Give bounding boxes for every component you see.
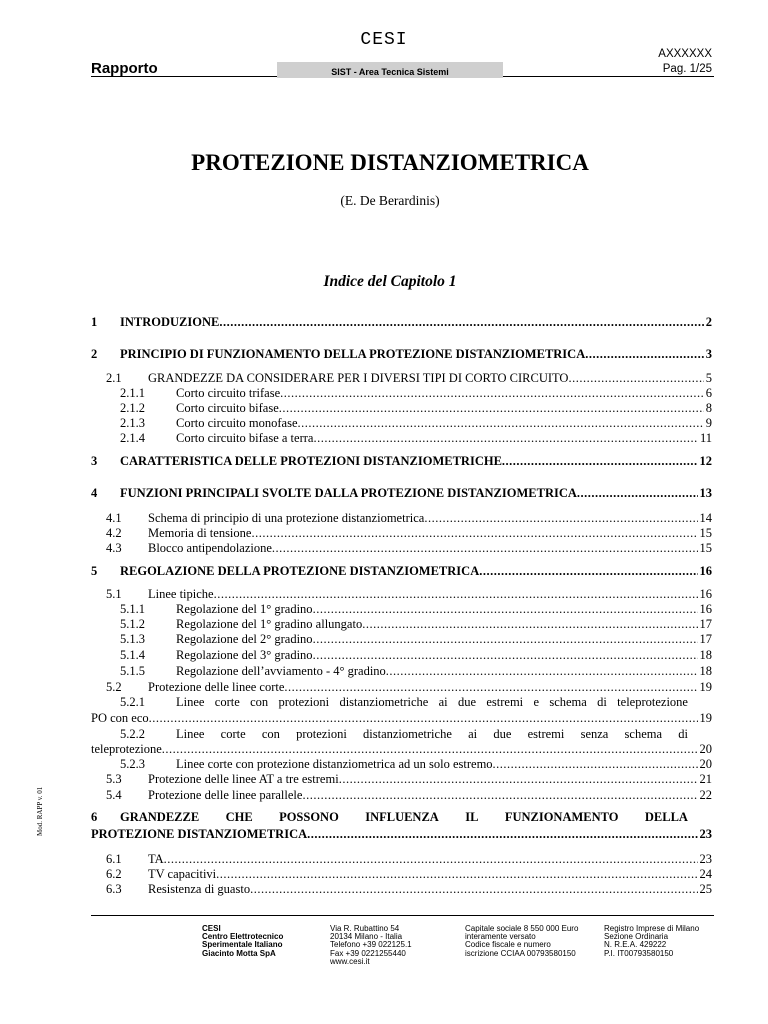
toc-entry-6-1[interactable]: 6.1 TA ..... 23 (106, 852, 712, 867)
toc-entry-6-3[interactable]: 6.3 Resistenza di guasto ..... 25 (106, 882, 712, 897)
toc-entry-5-2-1-line1: Linee corte con protezioni distanziometriche ai due estremi e schema di teleprotezione (176, 695, 688, 709)
form-version-label: Mod. RAPP v. 01 (36, 786, 44, 836)
toc-entry-5-1-1[interactable]: 5.1.1 Regolazione del 1° gradino ..... 16 (120, 602, 712, 617)
toc-entry-6-line1: GRANDEZZE CHE POSSONO INFLUENZA IL FUNZIONAMENTO DELLA (120, 810, 688, 824)
footer-capital: Capitale sociale 8 550 000 Euro interamente versato Codice fiscale e numero iscrizione CCIAA 00793580150 (465, 924, 579, 958)
toc-entry-5-2-2-line1: Linee corte con protezioni distanziometriche ai due estremi senza schema di (176, 727, 688, 741)
toc-entry-4[interactable]: 4 FUNZIONI PRINCIPALI SVOLTE DALLA PROTEZIONE DISTANZIOMETRICA ..... 13 (91, 486, 712, 501)
toc-entry-2-1-4[interactable]: 2.1.4 Corto circuito bifase a terra ..... 11 (120, 431, 712, 446)
toc-entry-5-1-4[interactable]: 5.1.4 Regolazione del 3° gradino ..... 18 (120, 648, 712, 663)
toc-entry-5-1-5[interactable]: 5.1.5 Regolazione dell’avviamento - 4° gradino ..... 18 (120, 664, 712, 679)
toc-entry-5-1[interactable]: 5.1 Linee tipiche ..... 16 (106, 587, 712, 602)
footer-address: Via R. Rubattino 54 20134 Milano - Italia Telefono +39 022125.1 Fax +39 0221255440 www.cesi.it (330, 924, 412, 966)
document-author: (E. De Berardinis) (340, 193, 440, 208)
footer-website-link[interactable]: www.cesi.it (330, 956, 370, 966)
toc-entry-5[interactable]: 5 REGOLAZIONE DELLA PROTEZIONE DISTANZIOMETRICA ..... 16 (91, 564, 712, 579)
toc-entry-4-1[interactable]: 4.1 Schema di principio di una protezione distanziometrica ..... 14 (106, 511, 712, 526)
toc-entry-3[interactable]: 3 CARATTERISTICA DELLE PROTEZIONI DISTANZIOMETRICHE ..... 12 (91, 454, 712, 469)
toc-entry-6-2[interactable]: 6.2 TV capacitivi ..... 24 (106, 867, 712, 882)
footer-company: CESI Centro Elettrotecnico Sperimentale Italiano Giacinto Motta SpA (202, 924, 284, 958)
toc-entry-2-1-2[interactable]: 2.1.2 Corto circuito bifase ..... 8 (120, 401, 712, 416)
page-number: Pag. 1/25 (662, 63, 712, 75)
document-code: AXXXXXX (658, 48, 712, 60)
footer-registry: Registro Imprese di Milano Sezione Ordinaria N. R.E.A. 429222 P.I. IT00793580150 (604, 924, 700, 958)
toc-entry-2[interactable]: 2 PRINCIPIO DI FUNZIONAMENTO DELLA PROTEZIONE DISTANZIOMETRICA ..... 3 (91, 347, 712, 362)
toc-entry-5-4[interactable]: 5.4 Protezione delle linee parallele ..... 22 (106, 788, 712, 803)
footer-rule (91, 915, 714, 916)
toc-entry-1[interactable]: 1 INTRODUZIONE ..... 2 (91, 315, 712, 330)
toc-entry-5-1-3[interactable]: 5.1.3 Regolazione del 2° gradino ..... 17 (120, 632, 712, 647)
toc-entry-4-2[interactable]: 4.2 Memoria di tensione ..... 15 (106, 526, 712, 541)
toc-heading: Indice del Capitolo 1 (323, 273, 457, 290)
toc-entry-2-1[interactable]: 2.1 GRANDEZZE DA CONSIDERARE PER I DIVERSI TIPI DI CORTO CIRCUITO ..... 5 (106, 371, 712, 386)
document-title: PROTEZIONE DISTANZIOMETRICA (191, 150, 589, 175)
toc-entry-2-1-3[interactable]: 2.1.3 Corto circuito monofase ..... 9 (120, 416, 712, 431)
toc-entry-5-2-3[interactable]: 5.2.3 Linee corte con protezione distanziometrica ad un solo estremo ..... 20 (120, 757, 712, 772)
toc-entry-2-1-1[interactable]: 2.1.1 Corto circuito trifase ..... 6 (120, 386, 712, 401)
department-label: SIST - Area Tecnica Sistemi (277, 62, 503, 78)
document-type: Rapporto (91, 60, 158, 77)
toc-entry-5-2[interactable]: 5.2 Protezione delle linee corte ..... 19 (106, 680, 712, 695)
toc-entry-5-3[interactable]: 5.3 Protezione delle linee AT a tre estremi ..... 21 (106, 772, 712, 787)
toc-entry-5-1-2[interactable]: 5.1.2 Regolazione del 1° gradino allungato ..... 17 (120, 617, 712, 632)
toc-entry-4-3[interactable]: 4.3 Blocco antipendolazione ..... 15 (106, 541, 712, 556)
company-logo: CESI (360, 30, 408, 50)
